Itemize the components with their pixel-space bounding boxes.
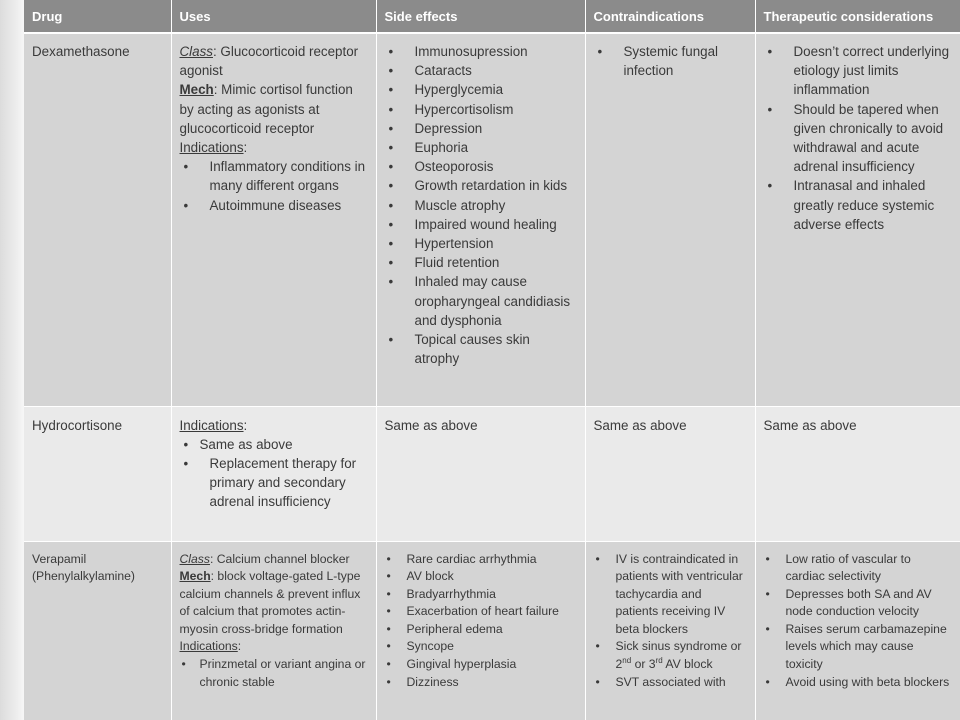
mech-text: : block voltage-gated L-type calcium channels & prevent influx of calcium that promotes actin-myosin cross-bridge formation: [179, 569, 361, 636]
therapeutic-cell: [755, 33, 960, 406]
list-item: • Immunosupression: [385, 42, 577, 61]
indications-list: [180, 656, 368, 691]
indications-label: Indications: [179, 140, 244, 156]
mech-label: Mech: [179, 82, 214, 98]
list-item: • Fluid retention: [385, 253, 577, 272]
list-item: • Intranasal and inhaled greatly reduce systemic adverse effects: [764, 176, 953, 234]
contraindications-list: [594, 551, 747, 692]
indications-label: Indications: [179, 417, 244, 433]
list-item: • Depression: [385, 119, 577, 138]
header-therapeutic: Therapeutic considerations: [755, 0, 960, 33]
list-item: • Cataracts: [385, 61, 577, 80]
list-item: • Low ratio of vascular to cardiac selectivity: [764, 551, 953, 586]
list-item: • IV is contraindicated in patients with ventricular tachycardia and patients receiving IV beta blockers: [594, 551, 747, 639]
side-effects-cell: [376, 541, 585, 720]
class-text: : Glucocorticoid receptor agonist: [179, 44, 359, 79]
drug-table: [24, 0, 960, 720]
list-item: • Inflammatory conditions in many different organs: [180, 157, 368, 195]
list-item: • Replacement therapy for primary and secondary adrenal insufficiency: [180, 454, 368, 512]
list-item: • Growth retardation in kids: [385, 176, 577, 195]
list-item: • Muscle atrophy: [385, 196, 577, 215]
drug-name: Verapamil (Phenylalkylamine): [24, 541, 171, 720]
drug-name: Hydrocortisone: [24, 406, 171, 541]
list-item: • Depresses both SA and AV node conduction velocity: [764, 586, 953, 621]
therapeutic-list: [764, 551, 953, 692]
table-row-hydrocortisone: [24, 406, 960, 541]
list-item: • Inhaled may cause oropharyngeal candidiasis and dysphonia: [385, 272, 577, 330]
list-item: • Hypercortisolism: [385, 100, 577, 119]
indications-list: [180, 435, 368, 512]
therapeutic-cell: [755, 541, 960, 720]
therapeutic-cell: Same as above: [755, 406, 960, 541]
mech-label: Mech: [179, 569, 211, 584]
list-item: • AV block: [385, 568, 577, 586]
contraindications-list: [594, 42, 747, 80]
mech-text: : Mimic cortisol function by acting as agonists at glucocorticoid receptor: [179, 82, 353, 136]
indications-label: Indications: [179, 639, 238, 654]
list-item: • Exacerbation of heart failure: [385, 603, 577, 621]
list-item: • Euphoria: [385, 138, 577, 157]
header-drug: Drug: [24, 0, 171, 33]
list-item: • Hyperglycemia: [385, 80, 577, 99]
therapeutic-list: [764, 42, 953, 234]
side-effects-list: [385, 551, 577, 692]
header-side-effects: Side effects: [376, 0, 585, 33]
list-item: • Same as above: [180, 435, 368, 454]
list-item: • Should be tapered when given chronically to avoid withdrawal and acute adrenal insufficiency: [764, 100, 953, 177]
contraindications-cell: [585, 541, 755, 720]
list-item: • Gingival hyperplasia: [385, 656, 577, 674]
list-item: • Bradyarrhythmia: [385, 586, 577, 604]
list-item: • Osteoporosis: [385, 157, 577, 176]
class-label: Class: [179, 44, 213, 59]
list-item: • Doesn’t correct underlying etiology just limits inflammation: [764, 42, 953, 100]
list-item: • Impaired wound healing: [385, 215, 577, 234]
side-effects-list: [385, 42, 577, 368]
list-item: • Sick sinus syndrome or 2nd or 3rd AV block: [594, 638, 747, 673]
table-row-verapamil: [24, 541, 960, 720]
indications-list: [180, 157, 368, 215]
header-uses: Uses: [171, 0, 376, 33]
uses-cell: Class: Glucocorticoid receptor agonist Mech: Mimic cortisol function by acting as agonists at glucocorticoid receptor Indications: • Inflammatory conditions in many different organs • Autoimmune diseases: [171, 33, 376, 406]
uses-cell: Indications: • Same as above • Replacement therapy for primary and secondary adrenal insufficiency: [171, 406, 376, 541]
contraindications-cell: Same as above: [585, 406, 755, 541]
list-item: • Avoid using with beta blockers: [764, 674, 953, 692]
contraindications-cell: [585, 33, 755, 406]
list-item: • Autoimmune diseases: [180, 196, 368, 215]
side-effects-cell: [376, 33, 585, 406]
side-effects-cell: Same as above: [376, 406, 585, 541]
list-item: • Peripheral edema: [385, 621, 577, 639]
class-text: : Calcium channel blocker: [209, 551, 350, 566]
list-item: • Rare cardiac arrhythmia: [385, 551, 577, 569]
class-label: Class: [179, 551, 210, 566]
list-item: • Dizziness: [385, 674, 577, 692]
header-row: [24, 0, 960, 33]
list-item: • Topical causes skin atrophy: [385, 330, 577, 368]
list-item: • Hypertension: [385, 234, 577, 253]
table-row-dexamethasone: [24, 33, 960, 406]
list-item: • SVT associated with: [594, 674, 747, 692]
list-item: • Systemic fungal infection: [594, 42, 747, 80]
drug-name: Dexamethasone: [24, 33, 171, 406]
list-item: • Raises serum carbamazepine levels which may cause toxicity: [764, 621, 953, 674]
list-item: • Syncope: [385, 638, 577, 656]
uses-cell: Class: Calcium channel blocker Mech: block voltage-gated L-type calcium channels & prevent influx of calcium that promotes actin-myosin cross-bridge formation Indications: • Prinzmetal or variant angina or chronic stable: [171, 541, 376, 720]
header-contraindications: Contraindications: [585, 0, 755, 33]
list-item: • Prinzmetal or variant angina or chronic stable: [180, 656, 368, 691]
